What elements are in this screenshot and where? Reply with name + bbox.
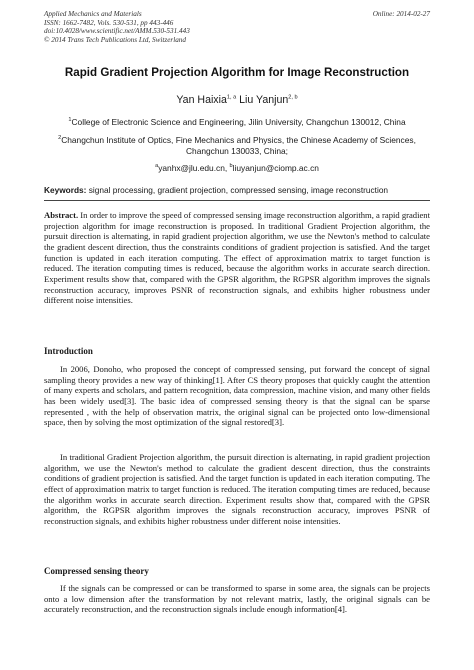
intro-paragraph-1: In 2006, Donoho, who proposed the concept of compressed sensing, put forward the concept of signal sampling theory provides a new way of thinking[1]. After CS theory proposes that quickly caught the attention of many experts and scholars, and pattern recognition, data compression, machine vision, and many other fields has been widely used[3]. The basic idea of compressed sensing theory is that the signal can be sparse represented , with the help of observation matrix, the original signal can be projected onto low-dimensional space, then by solving the most optimization of the signal restored[3].: [44, 364, 430, 428]
abstract-text: In order to improve the speed of compressed sensing image reconstruction algorithm, a rapid gradient projection algorithm for image reconstruction is proposed. In traditional Gradient Projection algorithm, the pursuit direction is alternating, in rapid gradient projection algorithm, we use the Newton's method to calculate the gradient descent direction, thus the constraints conditions of gradient projection is satisfied. And the target function is updated in each iteration computing. The effect of approximation matrix to target function is reduced. The iteration computing times is reduced, because the algorithm works in accurate search direction. Experiment results show that, compared with the GPSR algorithm, the RGPSR algorithm improves the signals reconstruction accuracy, improves PSNR of reconstruction signals, and exhibits higher robustness under different noise intensities.: [44, 210, 430, 306]
journal-issn: ISSN: 1662-7482, Vols. 530-531, pp 443-446: [44, 18, 174, 27]
keywords-line: [44, 185, 430, 195]
online-date: Online: 2014-02-27: [372, 10, 430, 18]
journal-doi: doi:10.4028/www.scientific.net/AMM.530-531.443: [44, 27, 190, 36]
author-sup: 2, b: [288, 94, 298, 101]
author-emails: [44, 163, 430, 174]
affiliation-sup: 1: [68, 117, 72, 124]
keywords-label: Keywords:: [44, 185, 87, 195]
author-line: [44, 94, 430, 106]
email-a: yanhx@jlu.edu.cn,: [158, 163, 228, 173]
affiliation-1: [44, 117, 430, 128]
affiliation-text: Changchun 130033, China;: [186, 146, 288, 156]
journal-copyright: © 2014 Trans Tech Publications Ltd, Switzerland: [44, 35, 186, 44]
keywords-text: signal processing, gradient projection, compressed sensing, image reconstruction: [88, 185, 389, 195]
author-sup: 1, a: [226, 94, 237, 101]
abstract-label: Abstract.: [44, 210, 79, 220]
section-heading-introduction: Introduction: [44, 346, 93, 356]
affiliation-sup: 2: [58, 135, 62, 142]
cs-theory-paragraph-1: If the signals can be compressed or can be transformed to sparse in some area, the signals can be projects onto a low dimension after the transformation by not relevant matrix, lastly, the original signals can be accurately reconstruction, and the reconstruction signals include enough information[4].: [44, 583, 430, 615]
journal-header: [44, 10, 430, 44]
abstract-paragraph: [44, 210, 430, 306]
section-heading-cs-theory: Compressed sensing theory: [44, 566, 149, 576]
intro-paragraph-2: In traditional Gradient Projection algorithm, the pursuit direction is alternating, in rapid gradient projection algorithm, we use the Newton's method to calculate the gradient descent direction, thus the constraints conditions of gradient projection is satisfied. And the target function is updated in each iteration computing. The effect of approximation matrix to target function is reduced. The iteration computing times are reduced, because the algorithm works in accurate search direction. Experiment results show that, compared with the GPSR algorithm, the RGPSR algorithm improves the signals reconstruction accuracy, improves PSNR of reconstruction signals, and exhibits higher robustness under different noise intensities.: [44, 452, 430, 526]
email-sup: b: [229, 163, 233, 170]
affiliation-text: Changchun Institute of Optics, Fine Mechanics and Physics, the Chinese Academy of Sciences,: [61, 135, 416, 145]
paper-title: Rapid Gradient Projection Algorithm for Image Reconstruction: [64, 66, 410, 79]
journal-name: Applied Mechanics and Materials: [44, 10, 142, 18]
affiliation-2: [44, 135, 430, 157]
author-name: Yan Haixia: [176, 94, 227, 106]
author-name: Liu Yanjun: [239, 94, 289, 106]
affiliation-text: College of Electronic Science and Engineering, Jilin University, Changchun 130012, China: [71, 117, 406, 127]
email-b: liuyanjun@ciomp.ac.cn: [232, 163, 319, 173]
email-sup: a: [155, 163, 159, 170]
separator-rule: [44, 200, 430, 201]
